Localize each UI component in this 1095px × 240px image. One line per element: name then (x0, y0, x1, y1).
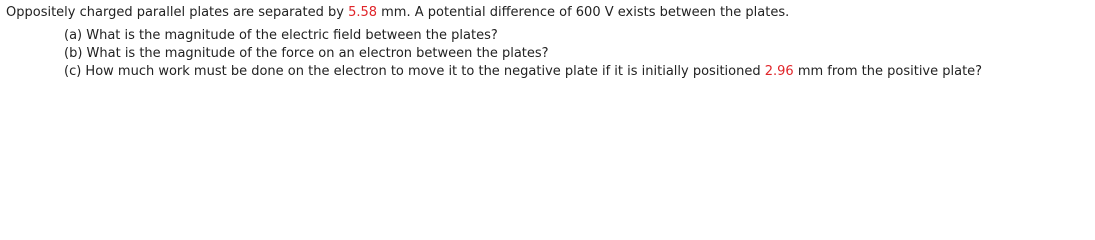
plate-separation-value: 5.58 (348, 5, 378, 20)
problem-block (6, 5, 1091, 81)
question-list (64, 27, 1091, 81)
question-b-text: (b) What is the magnitude of the force on an electron between the plates? (64, 46, 549, 61)
initial-position-value: 2.96 (764, 64, 794, 79)
problem-statement (6, 5, 1091, 21)
question-c-text-start: (c) How much work must be done on the electron to move it to the negative plate if it is initially positioned (64, 64, 765, 79)
statement-text-end: mm. A potential difference of 600 V exists between the plates. (377, 5, 790, 20)
question-b (64, 45, 1091, 63)
question-a (64, 27, 1091, 45)
question-c-text-end: mm from the positive plate? (793, 64, 983, 79)
statement-text-start: Oppositely charged parallel plates are separated by (6, 5, 349, 20)
question-a-text: (a) What is the magnitude of the electric field between the plates? (64, 28, 498, 43)
question-c (64, 63, 1091, 81)
